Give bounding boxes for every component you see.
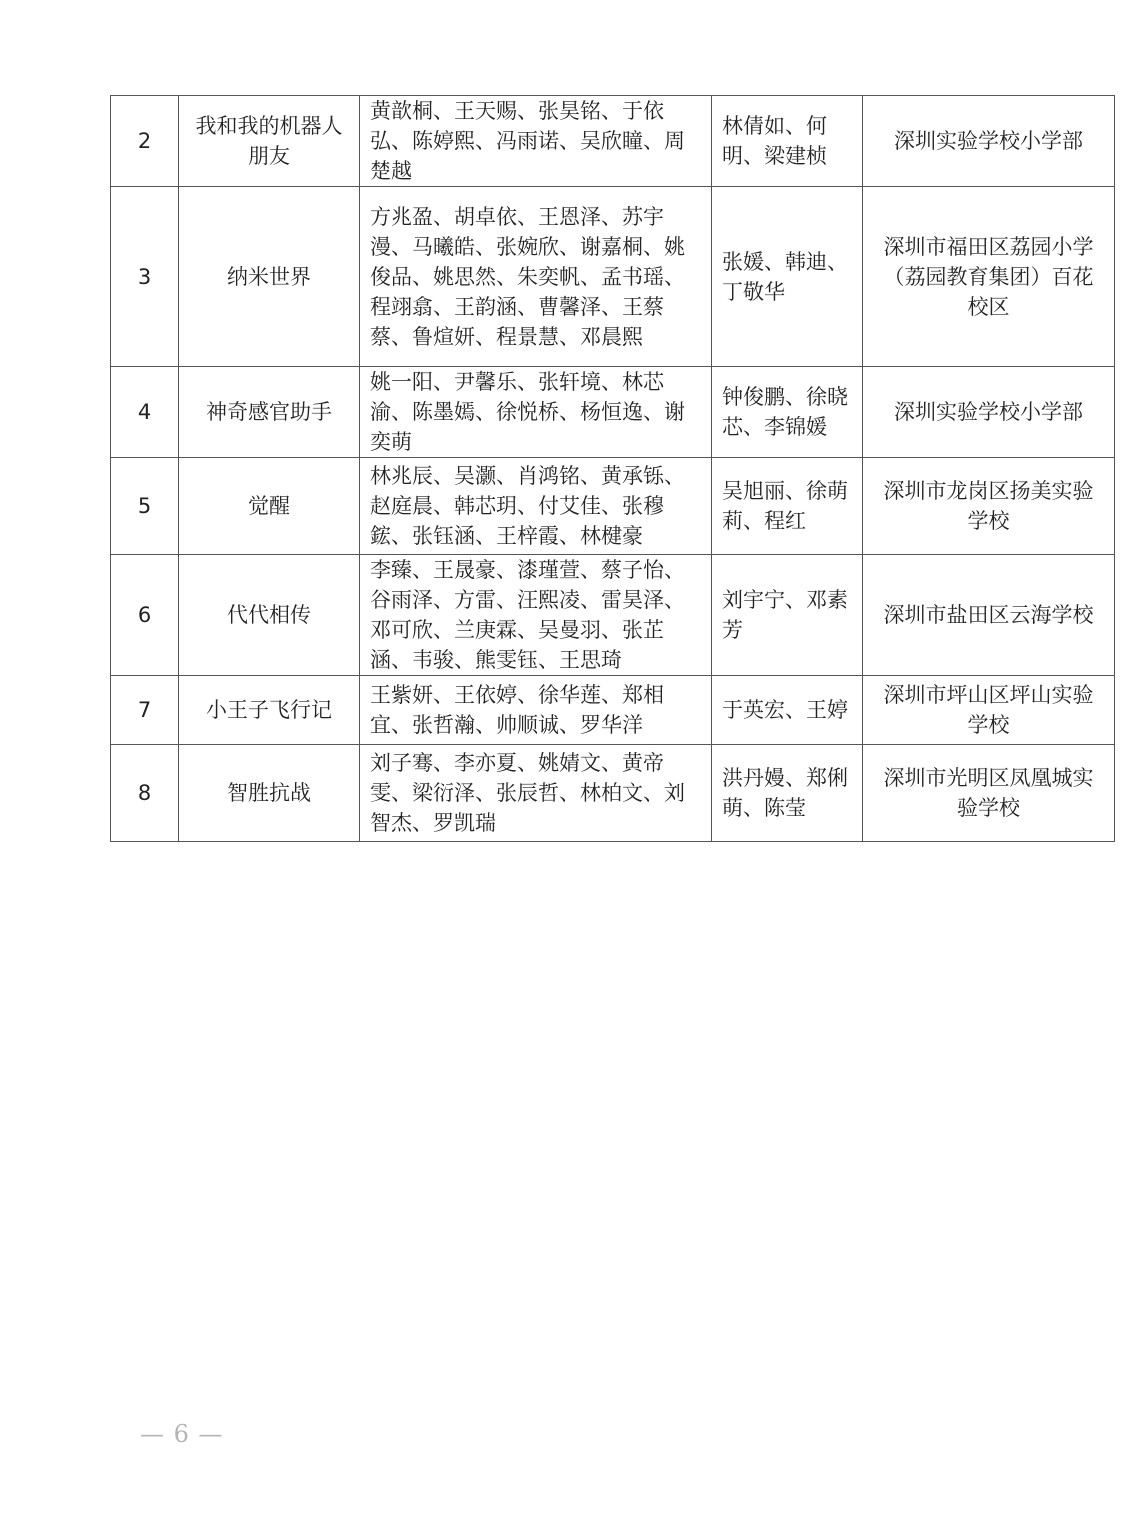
row-number: 2: [111, 96, 179, 187]
page-number: — 6 —: [140, 1420, 224, 1448]
student-names: 姚一阳、尹馨乐、张轩境、林芯渝、陈墨嫣、徐悦桥、杨恒逸、谢奕萌: [360, 367, 712, 458]
project-title: 我和我的机器人朋友: [179, 96, 360, 187]
teacher-names: 刘宇宁、邓素芳: [712, 555, 863, 676]
school-name: 深圳市龙岗区扬美实验学校: [863, 458, 1115, 555]
student-names: 刘子骞、李亦夏、姚婧文、黄帝雯、梁衍泽、张辰哲、林柏文、刘智杰、罗凯瑞: [360, 745, 712, 842]
row-number: 8: [111, 745, 179, 842]
table-row: [111, 676, 1115, 745]
table-row: [111, 555, 1115, 676]
teacher-names: 于英宏、王婷: [712, 676, 863, 745]
project-title: 神奇感官助手: [179, 367, 360, 458]
teacher-names: 洪丹嫚、郑俐萌、陈莹: [712, 745, 863, 842]
teacher-names: 钟俊鹏、徐晓芯、李锦媛: [712, 367, 863, 458]
table-row: [111, 187, 1115, 367]
project-title: 觉醒: [179, 458, 360, 555]
row-number: 3: [111, 187, 179, 367]
table-row: [111, 96, 1115, 187]
school-name: 深圳实验学校小学部: [863, 96, 1115, 187]
table-row: [111, 367, 1115, 458]
project-title: 代代相传: [179, 555, 360, 676]
project-title: 智胜抗战: [179, 745, 360, 842]
student-names: 李臻、王晟豪、漆瑾萱、蔡子怡、谷雨泽、方雷、汪熙凌、雷昊泽、邓可欣、兰庚霖、吴曼羽、张芷涵、韦骏、熊雯钰、王思琦: [360, 555, 712, 676]
teacher-names: 张媛、韩迪、丁敬华: [712, 187, 863, 367]
student-names: 林兆辰、吴灏、肖鸿铭、黄承铄、赵庭晨、韩芯玥、付艾佳、张穆鋐、张钰涵、王梓霞、林楗豪: [360, 458, 712, 555]
student-names: 方兆盈、胡卓依、王恩泽、苏宇漫、马曦皓、张婉欣、谢嘉桐、姚俊品、姚思然、朱奕帆、孟书瑶、程翊翕、王韵涵、曹馨泽、王蔡蔡、鲁煊妍、程景慧、邓晨熙: [360, 187, 712, 367]
student-names: 黄歆桐、王天赐、张昊铭、于依弘、陈婷熙、冯雨诺、吴欣瞳、周楚越: [360, 96, 712, 187]
school-name: 深圳市福田区荔园小学（荔园教育集团）百花校区: [863, 187, 1115, 367]
school-name: 深圳市坪山区坪山实验学校: [863, 676, 1115, 745]
project-title: 纳米世界: [179, 187, 360, 367]
school-name: 深圳市光明区凤凰城实验学校: [863, 745, 1115, 842]
row-number: 4: [111, 367, 179, 458]
row-number: 6: [111, 555, 179, 676]
project-title: 小王子飞行记: [179, 676, 360, 745]
teacher-names: 吴旭丽、徐萌莉、程红: [712, 458, 863, 555]
school-name: 深圳市盐田区云海学校: [863, 555, 1115, 676]
school-name: 深圳实验学校小学部: [863, 367, 1115, 458]
award-list-table: [110, 95, 1115, 842]
row-number: 5: [111, 458, 179, 555]
row-number: 7: [111, 676, 179, 745]
student-names: 王紫妍、王依婷、徐华莲、郑相宜、张哲瀚、帅顺诚、罗华洋: [360, 676, 712, 745]
teacher-names: 林倩如、何明、梁建桢: [712, 96, 863, 187]
table-row: [111, 458, 1115, 555]
table-row: [111, 745, 1115, 842]
